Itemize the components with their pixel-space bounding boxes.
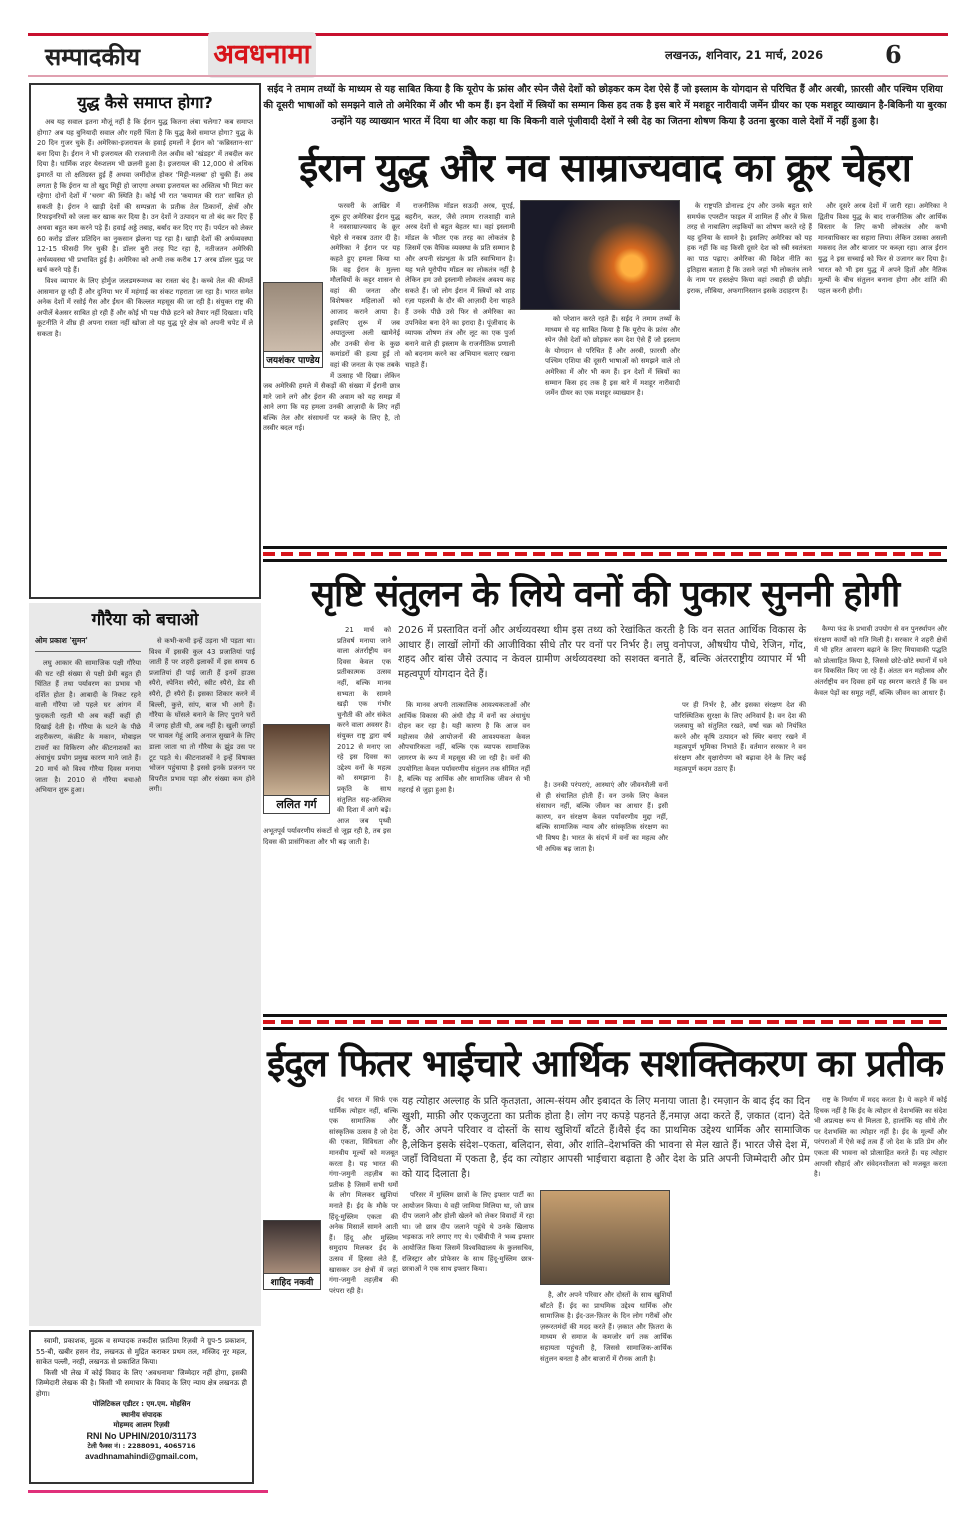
issue-date: लखनऊ, शनिवार, 21 मार्च, 2026 xyxy=(665,48,824,62)
paragraph: पर ही निर्भर है, और इसका संरक्षण देश की पारिस्थितिक सुरक्षा के लिए अनिवार्य है। वन देश की जलवायु को संतुलित रखते, वर्षा चक्र को नियंत्रित करने और कृषि उत्पादन को स्थिर बनाए रखने में महत्वपूर्ण भूमिका निभाते हैं। वर्तमान सरकार ने वन संरक्षण और वृक्षारोपण को बढ़ावा देने के लिए कई महत्वपूर्ण कदम उठाए हैं। xyxy=(674,701,806,773)
paragraph: कि मानव अपनी तात्कालिक आवश्यकताओं और आर्थिक विकास की अंधी दौड़ में वनों का अंधाधुंध दोहन कर रहा है। यही कारण है कि आज वन महोत्सव जैसे आयोजनों की आवश्यकता केवल औपचारिकता नहीं, बल्कि एक व्यापक सामाजिक जागरण के रूप में महसूस की जा रही है। वनों की उपयोगिता केवल पर्यावरणीय संतुलन तक सीमित नहीं है, बल्कि यह आर्थिक और सामाजिक जीवन से भी गहराई से जुड़ा हुआ है। xyxy=(398,701,530,794)
masthead-bottom-rule xyxy=(28,75,948,77)
article2-col-3 xyxy=(536,780,668,1010)
section-title: सम्पादकीय xyxy=(45,43,141,71)
sparrow-col-2 xyxy=(149,636,255,1316)
article3-col-4 xyxy=(814,1095,947,1490)
paragraph: है। उनकी परंपराएं, आस्थाएं और जीवनशैली वनों से ही संचालित होती हैं। वन उनके लिए केवल संसाधन नहीं, बल्कि जीवन का आधार हैं। इसी कारण, वन संरक्षण केवल पर्यावरणीय मुद्दा नहीं, बल्कि सामाजिक न्याय और सांस्कृतिक संरक्षण का भी विषय है। भारत के संदर्भ में वनों का महत्व और भी अधिक बढ़ जाता है। xyxy=(536,781,668,853)
article2-col-2 xyxy=(398,700,530,1010)
article1-intro: सईद ने तमाम तथ्यों के माध्यम से यह साबित किया है कि यूरोप के फ्रांस और स्पेन जैसे देशों को छोड़कर कम देश ऐसे हैं जो इस्लाम के योगदान से परिचित हैं और अरबी, फ़ारसी और पश्चिम एशिया की दूसरी भाषाओं को समझने वाले तो अमेरिका में और भी कम हैं। इन देशों में स्त्रियों का सम्मान किस हद तक है इस बारे में मशहूर नारीवादी जर्मेन ग्रीयर का एक मशहूर व्याख्यान है-बिकिनी या बुरका उन्होंने यह व्याख्यान भारत में दिया था और कहा था कि बिकनी वाले पूंजीवादी देशों ने स्त्री देह का जितना शोषण किया है उतना बुरका वाले देशों में नहीं हुआ है। xyxy=(263,84,947,127)
paragraph: 21 मार्च को प्रतिवर्ष मनाया जाने वाला अंतर्राष्ट्रीय वन दिवस केवल एक प्रतीकात्मक उत्सव नहीं, बल्कि मानव सभ्यता के सामने खड़ी एक गंभीर चुनौती की ओर संकेत करने वाला अवसर है। संयुक्त राष्ट्र द्वारा वर्ष 2012 से मनाए जा रहे इस दिवस का उद्देश्य वनों के महत्व को समझाना है। प्रकृति के साथ संतुलित सह-अस्तित्व की दिशा में आगे बढ़ें। आज जब पृथ्वी अभूतपूर्व पर्यावरणीय संकटों से जूझ रही है, तब इस दिवस की प्रासंगिकता और भी बढ़ जाती है। xyxy=(263,626,391,846)
paragraph: कैम्पा फंड के प्रभावी उपयोग से वन पुनर्स्थापन और संरक्षण कार्यों को गति मिली है। सरकार ने शहरी क्षेत्रों में भी हरित आवरण बढ़ाने के लिए मियावाकी पद्धति को प्रोत्साहित किया है, जिससे छोटे-छोटे स्थानों में घने वन विकसित किए जा रहे हैं। अंततः वन महोत्सव और अंतर्राष्ट्रीय वन दिवस हमें यह स्मरण कराते हैं कि वन केवल पेड़ों का समूह नहीं, बल्कि जीवन का आधार हैं। xyxy=(814,625,947,697)
article1-col-4 xyxy=(687,201,812,539)
article1-col-5 xyxy=(818,201,947,539)
local-editor-label: स्थानीय संपादक xyxy=(121,1410,162,1419)
footer-rule xyxy=(28,1490,268,1493)
article2-headline: सृष्टि संतुलन के लिये वनों की पुकार सुननी होगी xyxy=(310,574,900,615)
paragraph: विश्व व्यापार के लिए होर्मुज जलडमरूमध्य का रास्ता बंद है। कच्चे तेल की कीमतें आसमान छू रही हैं और दुनिया भर में महंगाई का संकट गहराता जा रहा है। भारत समेत अनेक देशों में रसोई गैस और ईंधन की किल्लत महसूस की जा रही है। संयुक्त राष्ट्र की अपीलें बेअसर साबित हो रही हैं और कोई भी पक्ष पीछे हटने को तैयार नहीं दिखता। यदि कूटनीति ने शीघ्र ही अपना रास्ता नहीं खोजा तो यह युद्ध पूरे क्षेत्र को अपनी चपेट में ले सकता है। xyxy=(37,276,253,338)
paragraph: लघु आकार की सामाजिक पक्षी गौरैया की घट रही संख्या से पक्षी प्रेमी बहुत ही चिंतित हैं तथा पर्यावरण का प्रभाव भी दर्शित होता है। आबादी के निकट रहने वाली गौरैया जो पहले घर आंगन में फुदकती रहती थी अब कहीं कहीं ही दिखाई देती है। गौरैया के घटने के पीछे शहरीकरण, कंक्रीट के मकान, मोबाइल टावरों का विकिरण और कीटनाशकों का अंधाधुंध प्रयोग प्रमुख कारण माने जाते हैं। 20 मार्च को विश्व गौरैया दिवस मनाया जाता है। 2010 से गौरैया बचाओ अभियान शुरू हुआ। xyxy=(35,659,141,795)
editorial-title: युद्ध कैसे समाप्त होगा? xyxy=(77,93,213,112)
sparrow-byline: ओम प्रकाश 'सुमन' xyxy=(35,636,141,652)
masthead-top-rule xyxy=(28,33,948,36)
author-name: ललित गर्ग xyxy=(264,795,329,813)
paragraph: राष्ट्र के निर्माण में मदद करता है। ये कहने में कोई हिचक नहीं है कि ईद के त्योहार से देशभक्ति का संदेश भी अप्रत्यक्ष रूप से मिलता है, हालांकि यह सीधे तौर पर देशभक्ति का त्योहार नहीं है। ईद के मूल्यों और परंपराओं में ऐसे कई तत्व हैं जो देश के प्रति प्रेम और एकता की भावना को प्रोत्साहित करते हैं। यह त्योहार आपसी सौहार्द और संवेदनशीलता को मजबूत करता है। xyxy=(814,1096,947,1179)
page-number: 6 xyxy=(885,40,902,69)
phone-fax: टेली फैक्स नं। : 2288091, 4065716 xyxy=(87,1442,196,1450)
article2-col-1 xyxy=(263,625,391,1010)
paragraph: अब यह सवाल इतना मौजूं नहीं है कि ईरान युद्ध कितना लंबा चलेगा? कब समाप्त होगा? अब यह बुनियादी सवाल और गहरी चिंता है कि युद्ध कैसे समाप्त होगा? युद्ध के 20 दिन गुजर चुके हैं। अमेरिका-इजरायल के हवाई हमलों ने ईरान को 'कब्रिस्तान-सा' बना दिया है। ईरान ने भी इजरायल की राजधानी तेल अवीव को 'खंडहर' में तबदील कर दिया है। धार्मिक शहर येरुशलम भी छलनी हुआ है। इजरायल की 12,000 से अधिक इमारतें या तो क्षतिग्रस्त हुई हैं अथवा जमींदोज होकर 'मिट्टी-मलबा' हो चुकी हैं। अब लगता है कि ईरान या तो खुद मिट्टी हो जाएगा अथवा इजरायल का अस्तित्व भी मिटा कर रहेगा! दोनों देशों में 'चरम' की स्थिति है। कोई भी रात 'कयामत की रात' साबित हो सकती है। ईरान ने खाड़ी देशों की सम्पन्नता के प्रतीक तेल ठिकानों, क्षेत्रों और रिफाइनरियों को जला कर खाक कर दिया है। उन देशों ने उत्पादन या तो बंद कर दिए हैं अथवा बहुत कम करने पड़े हैं। हवाई अड्डे तबाह, बर्बाद कर दिए गए हैं। पर्यटन को लेकर 60 करोड़ डॉलर प्रतिदिन का नुकसान झेलना पड़ रहा है। खाड़ी देशों की अर्थव्यवस्था 12-15 फीसदी गिर चुकी है। डॉलर बुरी तरह पिट रहा है, नतीजतन अमेरिकी अर्थव्यवस्था भी प्रभावित हुई है। अमेरिका को अभी तक करीब 17 अरब डॉलर युद्ध पर खर्च करने पड़े हैं। xyxy=(37,118,253,275)
newspaper-logo[interactable]: अवधनामा xyxy=(208,32,316,78)
article3-headline: ईदुल फितर भाईचारे आर्थिक सशक्तिकरण का प्रतीक xyxy=(266,1042,944,1085)
author-photo xyxy=(263,1220,321,1290)
local-editor: मोहम्मद आलम रिज़वी xyxy=(113,1421,170,1429)
paragraph: परिसर में मुस्लिम छात्रों के लिए इफ्तार पार्टी का आयोजन किया। ये वही जामिया मिलिया था, जो छात्र दीप जलाने और होली खेलने को लेकर विवादों में रहा था। जो छात्र दीप जलाने पहुंचे थे उनके खिलाफ भड़काऊ नारे लगाए गए थे। एबीवीपी ने भव्य इफ्तार आयोजित किया जिसमें विश्वविद्यालय के कुलसचिव, रजिस्ट्रार और प्रोफेसर के साथ हिंदू-मुस्लिम छात्र-छात्राओं ने एक साथ इफ्तार किया। xyxy=(402,1191,534,1274)
article3-lead: यह त्योहार अल्लाह के प्रति कृतज्ञता, आत्म-संयम और इबादत के लिए मनाया जाता है। रमज़ान के बाद ईद का दिन खुशी, माफ़ी और एकजुटता का प्रतीक होता है। लोग नए कपड़े पहनते हैं,नमाज़ अदा करते हैं, ज़कात (दान) देते हैं, और अपने परिवार व दोस्तों के साथ खुशियाँ बाँटते हैं।वैसे ईद का प्राथमिक उद्देश्य धार्मिक और सामाजिक है,लेकिन इसके संदेश–एकता, बलिदान, सेवा, और शांति–देशभक्ति की भावना से मेल खाते हैं। भारत जैसे देश में, जहाँ विविधता में एकता है, ईद का त्योहार आपसी भाईचारा बढ़ाता है और देश के प्रति अपनी जिम्मेदारी और प्रेम को याद दिलाता है। xyxy=(402,1096,810,1180)
sparrow-headline: गौरैया को बचाओ xyxy=(91,610,199,630)
article1-col-2 xyxy=(405,201,515,539)
author-photo xyxy=(263,724,330,814)
article2-lead: 2026 में प्रस्तावित वनों और अर्थव्यवस्था थीम इस तथ्य को रेखांकित करती है कि वन सतत आर्थिक विकास के आधार हैं। लाखों लोगों की आजीविका सीधे तौर पर वनों पर निर्भर है। लघु वनोपज, औषधीय पौधे, रेजिन, गोंद, शहद और बांस जैसे उत्पाद न केवल ग्रामीण अर्थव्यवस्था को सशक्त बनाते हैं, बल्कि अंतरराष्ट्रीय व्यापार में भी महत्वपूर्ण योगदान देते हैं। xyxy=(398,625,806,680)
sparrow-col-1 xyxy=(35,658,141,1318)
author-photo xyxy=(263,282,323,368)
paragraph: के राष्ट्रपति डोनाल्ड ट्रंप और उनके बहुत सारे समर्थक एपस्टीन फाइल में शामिल हैं और वे किस तरह से नाबालिग लड़कियों का शोषण करते रहे हैं यह दुनिया के सामने है। इसलिए अमेरिका को यह हक नहीं कि वह किसी दूसरे देश को स्त्री स्वतंत्रता का पाठ पढ़ाए। अमेरिका की विदेश नीति का इतिहास बताता है कि उसने जहां भी लोकतंत्र लाने के नाम पर हस्तक्षेप किया वहां तबाही ही छोड़ी। इराक, लीबिया, अफगानिस्तान इसके उदाहरण हैं। xyxy=(687,202,812,295)
paragraph: और दूसरे अरब देशों में जारी रहा। अमेरिका ने द्वितीय विश्व युद्ध के बाद राजनीतिक और आर्थिक विस्तार के लिए कभी लोकतंत्र और कभी मानवाधिकार का सहारा लिया। लेकिन उसका असली मकसद तेल और बाजार पर कब्ज़ा रहा। आज ईरान युद्ध ने इस सच्चाई को फिर से उजागर कर दिया है। भारत को भी इस युद्ध में अपने हितों और नैतिक मूल्यों के बीच संतुलन बनाना होगा और शांति की पहल करनी होगी। xyxy=(818,202,947,295)
editorial-body xyxy=(37,117,253,605)
sparrow-article xyxy=(29,603,261,1326)
paragraph: ईद भारत में सिर्फ एक धार्मिक त्योहार नहीं, बल्कि एक सामाजिक और सांस्कृतिक उत्सव है जो देश की एकता, विविधता और मानवीय मूल्यों को मजबूत करता है। यह भारत की गंगा-जमुनी तहज़ीब का प्रतीक है जिसमें सभी धर्मों के लोग मिलकर खुशियां मनाते हैं। ईद के मौके पर हिंदू-मुस्लिम एकता की अनेक मिसालें सामने आती हैं। हिंदू और मुस्लिम समुदाय मिलकर ईद के उत्सव में हिस्सा लेते हैं, खासकर उन क्षेत्रों में जहां गंगा-जमुनी तहज़ीब की परंपरा रही है। xyxy=(329,1096,398,1295)
imprint-disclaimer: किसी भी लेख में कोई विवाद के लिए 'अवधनामा' जिम्मेदार नहीं होगा, इसकी जिम्मेदारी लेखक की है। किसी भी समाचार के विवाद के लिए न्याय क्षेत्र लखनऊ ही होगा। xyxy=(36,1368,247,1398)
imprint-box xyxy=(29,1330,254,1484)
editorial-box xyxy=(29,83,261,599)
imprint-publisher: स्वामी, प्रकाशक, मुद्रक व सम्पादक तकदीस फ़ातिमा रिज़वी ने ग्रुप-5 प्रकाशन, 55-बी, खबीर हसन रोड, लखनऊ से मुद्रित कराकर प्रथम तल, मस्जिद नूर महल, साकेत पल्ली, नरही, लखनऊ से प्रकाशित किया। xyxy=(36,1337,247,1366)
section-divider xyxy=(263,546,947,566)
article1-col-3 xyxy=(545,314,680,539)
article2-col-4 xyxy=(674,700,806,1010)
paragraph: से कभी-कभी इन्हें उड़ना भी पड़ता था। विश्व में इसकी कुल 43 प्रजातियां पाई जाती हैं पर शहरी इलाकों में इस समय 6 प्रजातियां ही पाई जाती हैं इनमें हाउस स्पैरो, स्पेनिश स्पैरो, स्वीट स्पैरो, डेड सी स्पैरो, ट्री स्पैरो हैं। इसका शिकार करने में बिल्ली, कुत्ते, सांप, बाज भी आगे हैं। गौरैया के घोंसले बनाने के लिए पुराने घरों में जगह होती थी, अब नहीं है। खुली जगहों पर चावल गेहूं आदि अनाज सुखाने के लिए डाला जाता था तो गौरैया के झुंड उस पर टूट पड़ते थे। कीटनाशकों ने इन्हें विषाक्त भोजन पहुंचाया है इससे इनके प्रजनन पर विपरीत प्रभाव पड़ा और संख्या कम होने लगी। xyxy=(149,637,255,794)
rni-number: RNI No UPHIN/2010/31173 xyxy=(86,1430,197,1441)
eid-prayer-photo xyxy=(540,1190,670,1285)
article1-headline: ईरान युद्ध और नव साम्राज्यवाद का क्रूर चेहरा xyxy=(299,146,911,191)
war-photo xyxy=(520,200,680,310)
paragraph: फरवरी के आखिर में शुरू हुए अमेरिका ईरान युद्ध ने नवसाम्राज्यवाद के क्रूर चेहरे से नकाब उतार दी है। अमेरिका ने ईरान पर यह कहते हुए हमला किया था कि वह ईरान के मुल्ला मौलवियों के कट्टर शासन से वहां की जनता और विशेषकर महिलाओं को आजाद कराने आया है। इसलिए शुरू में जब अयातुल्ला अली खामेनेई और उनकी सेना के कुछ कमांडरों की हत्या हुई तो वहां की जनता के एक तबके में उत्साह भी दिखा। लेकिन जब अमेरिकी हमले में सैकड़ों की संख्या में ईरानी छात्र मारे जाने लगे और ईरान की अवाम को यह समझ में आने लगा कि यह हमला उनकी आज़ादी के लिए नहीं बल्कि तेल और संसाधनों पर कब्ज़े के लिए है, तो तस्वीर बदल गई। xyxy=(263,202,400,433)
author-name: जयशंकर पाण्डेय xyxy=(264,351,322,367)
article3-col-2 xyxy=(402,1190,534,1490)
section-divider xyxy=(263,1014,947,1034)
article3-col-1 xyxy=(263,1095,398,1490)
political-editor: पोलिटिकल एडीटर : एम.एम. मोहसिन xyxy=(92,1400,191,1408)
paragraph: राजनीतिक मॉडल सऊदी अरब, यूएई, बहरीन, कतर, जैसे तमाम राजशाही वाले अरब देशों से बहुत बेहतर था। वहां इस्लामी मॉडल के भीतर एक तरह का लोकतंत्र है जिसमें एक वैधिक व्यवस्था के प्रति सम्मान है और अपनी संप्रभुता के प्रति स्वाभिमान है। यह भले यूरोपीय मॉडल का लोकतंत्र नहीं है लेकिन हम उसे इस्लामी लोकतंत्र अवश्य कह सकते हैं। जो लोग ईरान में स्त्रियों को शाह रज़ा पहलवी के दौर की आज़ादी देना चाहते हैं उनके पीछे उसे फिर से अमेरिका का उपनिवेश बना देने का इरादा है। पूंजीवाद के व्यापक शोषण तंत्र और लूट का एक पुर्जा बनाने वाले ही इस्लाम के राजनीतिक प्रणाली को बदनाम करने का अभियान चलाए रखना चाहते हैं। xyxy=(405,202,515,369)
paragraph: को परेशान करते रहते हैं। सईद ने तमाम तथ्यों के माध्यम से यह साबित किया है कि यूरोप के फ्रांस और स्पेन जैसे देशों को छोड़कर कम देश ऐसे हैं जो इस्लाम के योगदान से परिचित हैं और अरबी, फ़ारसी और पश्चिम एशिया की दूसरी भाषाओं को समझने वाले तो अमेरिका में और भी कम हैं। इन देशों में स्त्रियों का सम्मान किस हद तक है इस बारे में मशहूर नारीवादी जर्मेन ग्रीयर का एक मशहूर व्याख्यान है। xyxy=(545,315,680,398)
author-name: शाहिद नकवी xyxy=(264,1273,320,1289)
paragraph: है, और अपने परिवार और दोस्तों के साथ खुशियाँ बाँटते हैं। ईद का प्राथमिक उद्देश्य धार्मिक और सामाजिक है। ईद-उल-फ़ितर के दिन लोग गरीबों और ज़रूरतमंदों की मदद करते हैं। ज़कात और फ़ितरा के माध्यम से समाज के कमजोर वर्ग तक आर्थिक सहायता पहुंचती है, जिससे सामाजिक-आर्थिक संतुलन बनता है और बाजारों में रौनक आती है। xyxy=(540,1291,672,1363)
article3-col-3 xyxy=(540,1290,672,1490)
article1-col-1 xyxy=(263,201,400,539)
email-link[interactable]: avadhnamahindi@gmail.com, xyxy=(85,1451,198,1461)
article2-col-5 xyxy=(814,624,947,1010)
